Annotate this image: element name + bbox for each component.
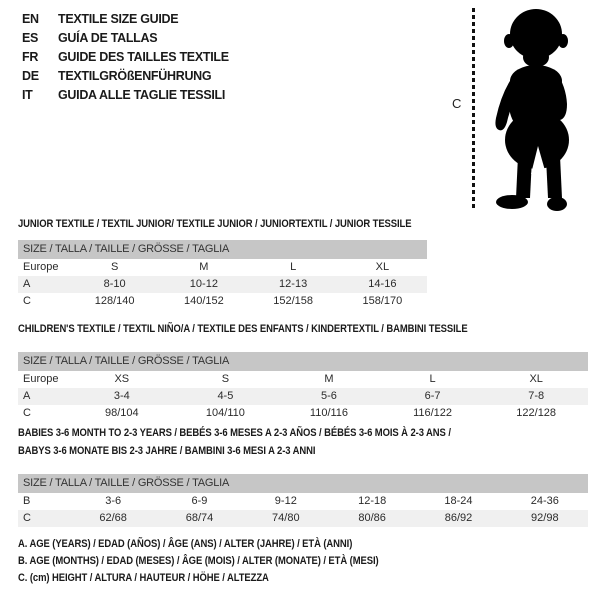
- height-measure-label: C: [452, 96, 462, 111]
- size-value-cell: 3-4: [113, 390, 130, 402]
- language-code: ES: [22, 31, 39, 45]
- children-table-title: [18, 320, 513, 338]
- language-title: GUIDA ALLE TAGLIE TESSILI: [58, 88, 226, 102]
- measurement-legend: [18, 536, 437, 587]
- size-table-row: [18, 388, 588, 405]
- row-label: B: [23, 495, 31, 507]
- size-value-cell: 4-5: [217, 390, 234, 402]
- size-value-cell: 104/110: [205, 407, 245, 419]
- size-table-rows: [18, 259, 427, 310]
- size-value-cell: 62/68: [99, 512, 127, 524]
- row-label: A: [23, 390, 31, 402]
- language-row: [22, 67, 229, 86]
- size-value-cell: M: [324, 373, 334, 385]
- language-title: TEXTILGRÖßENFÜHRUNG: [58, 69, 212, 83]
- babies-size-table: [18, 474, 588, 527]
- size-value-cell: 14-16: [368, 278, 397, 290]
- size-value-cell: 80/86: [358, 512, 386, 524]
- size-value-cell: 5-6: [321, 390, 337, 402]
- language-title: GUÍA DE TALLAS: [58, 31, 158, 45]
- size-table-rows: [18, 493, 588, 527]
- language-row: [22, 10, 229, 29]
- language-row: [22, 48, 229, 67]
- size-value-cell: 10-12: [189, 278, 218, 290]
- size-value-cell: 68/74: [185, 512, 214, 524]
- row-label: C: [23, 512, 31, 524]
- row-label: Europe: [23, 373, 59, 385]
- row-label: A: [23, 278, 31, 290]
- size-value-cell: 128/140: [94, 295, 135, 307]
- size-value-cell: 158/170: [362, 295, 403, 307]
- size-value-cell: S: [110, 261, 119, 273]
- table-title-line: JUNIOR TEXTILE / TEXTIL JUNIOR/ TEXTILE JUNIOR / JUNIORTEXTIL / JUNIOR TESSILE: [18, 218, 412, 230]
- size-table-header: SIZE / TALLA / TAILLE / GRÖSSE / TAGLIA: [18, 240, 427, 259]
- size-value-cell: 24-36: [530, 495, 559, 507]
- size-value-cell: 7-8: [528, 390, 545, 402]
- size-table-row: [18, 510, 588, 527]
- legend-line: B. AGE (MONTHS) / EDAD (MESES) / ÂGE (MOIS) / ALTER (MONATE) / ETÀ (MESI): [18, 555, 379, 567]
- table-title-line: CHILDREN'S TEXTILE / TEXTIL NIÑO/A / TEXTILE DES ENFANTS / KINDERTEXTIL / BAMBINI TESSILE: [18, 323, 468, 335]
- size-value-cell: 152/158: [273, 295, 313, 307]
- size-table-row: [18, 293, 427, 310]
- size-value-cell: 18-24: [444, 495, 473, 507]
- size-table-row: [18, 371, 588, 388]
- size-value-cell: 92/98: [531, 512, 559, 524]
- baby-silhouette-icon: [486, 6, 586, 212]
- size-value-cell: 140/152: [183, 295, 224, 307]
- size-value-cell: 110/116: [309, 407, 349, 419]
- language-title-list: [22, 10, 229, 105]
- row-label: C: [23, 407, 31, 419]
- language-code: EN: [22, 12, 39, 26]
- size-value-cell: XL: [529, 373, 543, 385]
- size-value-cell: L: [429, 373, 436, 385]
- size-table-rows: [18, 371, 588, 422]
- size-table-header: SIZE / TALLA / TAILLE / GRÖSSE / TAGLIA: [18, 352, 588, 371]
- size-value-cell: 74/80: [272, 512, 300, 524]
- legend-line: C. (cm) HEIGHT / ALTURA / HAUTEUR / HÖHE / ALTEZZA: [18, 572, 269, 584]
- babies-table-title: [18, 424, 513, 460]
- row-label: Europe: [23, 261, 59, 273]
- junior-size-table: [18, 240, 427, 310]
- size-table-row: [18, 259, 427, 276]
- language-row: [22, 29, 229, 48]
- row-label: C: [23, 295, 31, 307]
- size-value-cell: 12-18: [358, 495, 387, 507]
- language-title: GUIDE DES TAILLES TEXTILE: [58, 50, 229, 64]
- size-value-cell: 8-10: [103, 278, 126, 290]
- size-value-cell: 3-6: [105, 495, 122, 507]
- table-title-line: BABIES 3-6 MONTH TO 2-3 YEARS / BEBÉS 3-6 MESES A 2-3 AÑOS / BÉBÉS 3-6 MOIS À 2-3 ANS /: [18, 427, 451, 439]
- size-value-cell: 86/92: [444, 512, 473, 524]
- language-row: [22, 86, 229, 105]
- size-value-cell: 12-13: [279, 278, 308, 290]
- size-table-row: [18, 276, 427, 293]
- junior-table-title: [18, 215, 513, 233]
- size-value-cell: S: [221, 373, 230, 385]
- language-code: DE: [22, 69, 39, 83]
- children-size-table: [18, 352, 588, 422]
- size-value-cell: XL: [375, 261, 390, 273]
- size-value-cell: M: [199, 261, 209, 273]
- size-value-cell: 9-12: [274, 495, 297, 507]
- size-value-cell: XS: [114, 373, 130, 385]
- size-value-cell: 6-9: [191, 495, 208, 507]
- height-measure-dashed-line: [472, 8, 475, 210]
- size-table-row: [18, 405, 588, 422]
- size-value-cell: 6-7: [424, 390, 441, 402]
- size-table-header: SIZE / TALLA / TAILLE / GRÖSSE / TAGLIA: [18, 474, 588, 493]
- size-value-cell: L: [290, 261, 297, 273]
- language-code: FR: [22, 50, 39, 64]
- size-value-cell: 98/104: [104, 407, 139, 419]
- size-value-cell: 122/128: [516, 407, 557, 419]
- size-value-cell: 116/122: [413, 407, 453, 419]
- legend-line: A. AGE (YEARS) / EDAD (AÑOS) / ÂGE (ANS) / ALTER (JAHRE) / ETÀ (ANNI): [18, 538, 353, 550]
- language-code: IT: [22, 88, 33, 102]
- table-title-line: BABYS 3-6 MONATE BIS 2-3 JAHRE / BAMBINI 3-6 MESI A 2-3 ANNI: [18, 445, 316, 457]
- size-table-row: [18, 493, 588, 510]
- language-title: TEXTILE SIZE GUIDE: [58, 12, 179, 26]
